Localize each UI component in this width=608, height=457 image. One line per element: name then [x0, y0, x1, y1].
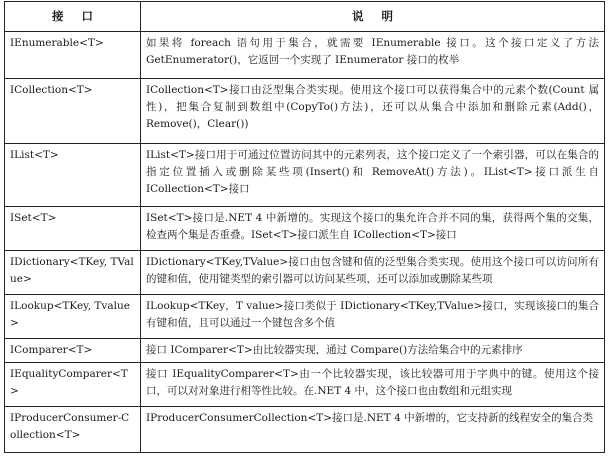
table-header-row: [5, 2, 605, 32]
interface-name: IEqualityComparer<T>: [5, 363, 141, 407]
interface-description: 接口 IComparer<T>由比较器实现，通过 Compare()方法给集合中的元素排序: [141, 339, 605, 363]
interface-description: IProducerConsumerCollection<T>接口是.NET 4 中新增的，它支持新的线程安全的集合类: [141, 407, 605, 453]
interface-description: ILookup<TKey，T value>接口类似于 IDictionary<TKey,TValue>接口，实现该接口的集合有键和值，且可以通过一个键包含多个值: [141, 295, 605, 339]
table-row: [5, 207, 605, 251]
table-row: [5, 79, 605, 144]
interfaces-table: [4, 1, 605, 453]
interface-description: 如果将 foreach 语句用于集合，就需要 IEnumerable 接口。这个接口定义了方法 GetEnumerator()，它返回一个实现了 IEnumerator 接口的枚举: [141, 32, 605, 79]
table-row: [5, 251, 605, 295]
table-row: [5, 363, 605, 407]
table-row: [5, 407, 605, 453]
interface-name: ISet<T>: [5, 207, 141, 251]
interface-name: IList<T>: [5, 144, 141, 207]
interface-description: ISet<T>接口是.NET 4 中新增的。实现这个接口的集允许合并不同的集，获得两个集的交集，检查两个集是否重叠。ISet<T>接口派生自 ICollection<T>接口: [141, 207, 605, 251]
interface-name: IEnumerable<T>: [5, 32, 141, 79]
interface-description: ICollection<T>接口由泛型集合类实现。使用这个接口可以获得集合中的元素个数(Count 属性)，把集合复制到数组中(CopyTo()方法)，还可以从集合中添加和删除元素(Add()，Remove()，Clear()): [141, 79, 605, 144]
interface-name: IProducerConsumer-Collection<T>: [5, 407, 141, 453]
interface-name: IComparer<T>: [5, 339, 141, 363]
header-interface: 接口: [5, 2, 141, 32]
header-description: 说明: [141, 2, 605, 32]
table-row: [5, 339, 605, 363]
interface-description: 接口 IEqualityComparer<T>由一个比较器实现，该比较器可用于字典中的键。使用这个接口，可以对对象进行相等性比较。在.NET 4 中，这个接口也由数组和元组实现: [141, 363, 605, 407]
interface-description: IList<T>接口用于可通过位置访问其中的元素列表，这个接口定义了一个索引器，可以在集合的指定位置插入或删除某些项(Insert()和 RemoveAt()方法)。IList<T>接口派生自 ICollection<T>接口: [141, 144, 605, 207]
interface-name: IDictionary<TKey, TValue>: [5, 251, 141, 295]
table-row: [5, 144, 605, 207]
table-row: [5, 295, 605, 339]
table-row: [5, 32, 605, 79]
interface-name: ILookup<TKey, Tvalue>: [5, 295, 141, 339]
interface-name: ICollection<T>: [5, 79, 141, 144]
interface-description: IDictionary<TKey,TValue>接口由包含键和值的泛型集合类实现。使用这个接口可以访问所有的键和值，使用键类型的索引器可以访问某些项，还可以添加或删除某些项: [141, 251, 605, 295]
